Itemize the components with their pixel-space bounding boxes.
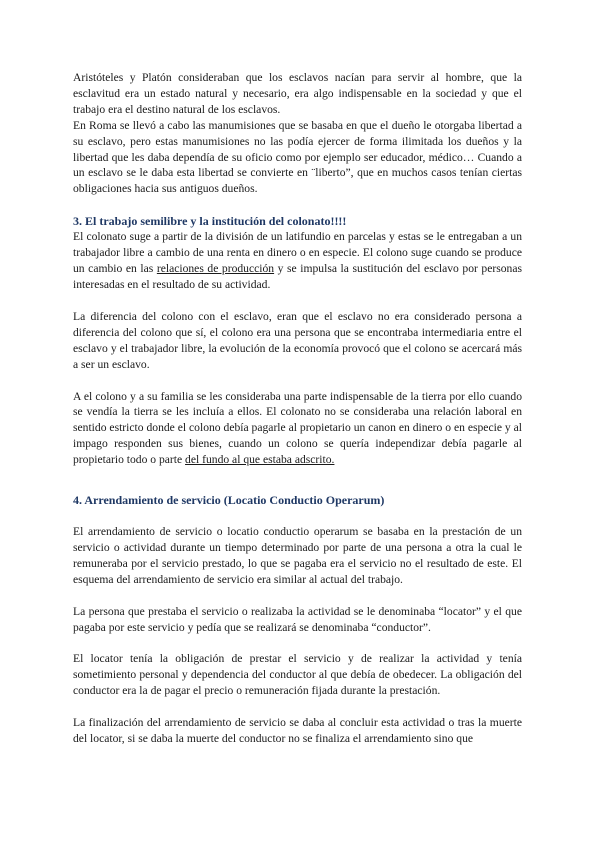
- section-3-p1-text-a: El colonato suge a partir de la división de un latifundio en parcelas y estas se le entregaban a un trabajador libre a cambio de una renta en dinero o en especie. El colono suge cuando se produce un cambio en las: [73, 230, 522, 276]
- intro-paragraph-1: Aristóteles y Platón consideraban que los esclavos nacían para servir al hombre, que la esclavitud era un estado natural y necesario, era algo indispensable en la sociedad y que el trabajo era el destino natural de los esclavos.: [73, 71, 522, 116]
- intro-paragraph-2: En Roma se llevó a cabo las manumisiones que se basaba en que el dueño le otorgaba libertad a su esclavo, pero estas manumisiones no las podía ejercer de forma ilimitada los dueños y la libertad que les daba dependía de su oficio como por ejemplo ser educador, médico… Cuando a un esclavo se le daba esta libertad se convierte en ¨liberto”, que en muchos casos tenían ciertas obligaciones hacia sus antiguos dueños.: [73, 118, 522, 196]
- section-3-p3-text: A el colono y a su familia se les consideraba una parte indispensable de la tierra por ello cuando se vendía la tierra se les incluía a ellos. El colonato no se consideraba una relación laboral en sentido estricto donde el colono debía pagarle al propietario un canon en dinero o en especie y al impago responden sus bienes, cuando un colono se quería independizar debía pagarle al propietario todo o parte: [73, 389, 522, 467]
- section-3-paragraph-1: [73, 229, 522, 293]
- fundo-adscrito-link[interactable]: del fundo al que estaba adscrito.: [185, 453, 335, 467]
- section-4-heading: 4. Arrendamiento de servicio (Locatio Conductio Operarum): [73, 493, 385, 508]
- section-3-paragraph-3: [73, 389, 522, 469]
- section-4-paragraph-3: El locator tenía la obligación de prestar el servicio y de realizar la actividad y tenía sometimiento personal y dependencia del conductor al que debía de obedecer. La obligación del conductor era la de pagar el precio o remuneración fijada durante la prestación.: [73, 652, 522, 698]
- section-3-p1-text-b: y se impulsa la sustitución del esclavo por personas interesadas en el resultado de su actividad.: [73, 262, 522, 291]
- section-4-paragraph-4: La finalización del arrendamiento de servicio se daba al concluir esta actividad o tras la muerte del locator, si se daba la muerte del conductor no se finaliza el arrendamiento sino que: [73, 716, 522, 746]
- section-4-paragraph-1: El arrendamiento de servicio o locatio conductio operarum se basaba en la prestación de un servicio o actividad durante un tiempo determinado por parte de una persona a otra la cual le remuneraba por el servicio prestado, lo que se pagaba era el servicio no el resultado de este. El esquema del arrendamiento de servicio era similar al actual del trabajo.: [73, 525, 522, 586]
- section-4-paragraph-2: La persona que prestaba el servicio o realizaba la actividad se le denominaba “locator” y el que pagaba por este servicio y pedía que se realizará se denominaba “conductor”.: [73, 604, 522, 634]
- section-3-paragraph-2: La diferencia del colono con el esclavo, eran que el esclavo no era considerado persona a diferencia del colono que sí, el colono era una persona que se encontraba intermediaria entre el esclavo y el trabajador libre, la evolución de la economía provocó que el colono se acercará más a ser un esclavo.: [73, 309, 522, 371]
- relaciones-produccion-link[interactable]: relaciones de producción: [156, 262, 275, 276]
- section-3-heading: 3. El trabajo semilibre y la institución del colonato!!!!: [73, 214, 347, 229]
